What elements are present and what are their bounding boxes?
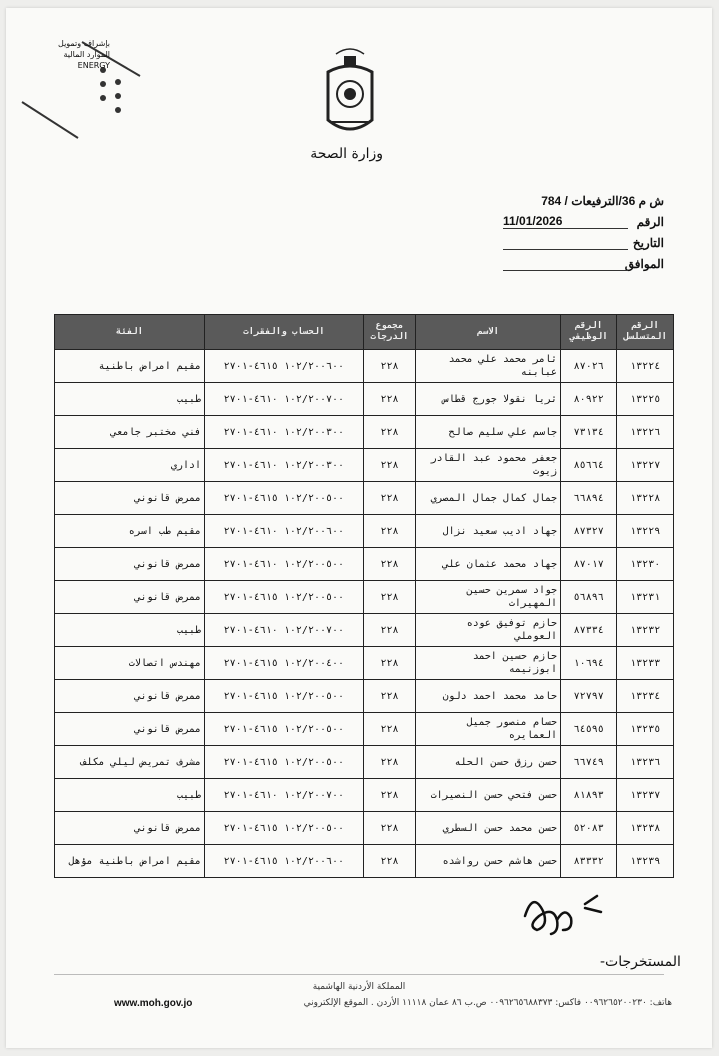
- cell-seq: ١٣٢٢٥: [617, 383, 674, 416]
- cell-account: ١٠٢/٢٠٠٥٠٠ ٤٦١٥-٢٧٠١: [205, 713, 364, 746]
- cell-account: ١٠٢/٢٠٠٣٠٠ ٤٦١٠-٢٧٠١: [205, 416, 364, 449]
- cell-name: ثريا نقولا جورج قطاس: [416, 383, 561, 416]
- cell-category: طبيب: [55, 614, 205, 647]
- table-row: [55, 548, 674, 581]
- cell-total: ٢٢٨: [363, 845, 416, 878]
- table-row: [55, 581, 674, 614]
- cell-total: ٢٢٨: [363, 581, 416, 614]
- date-line: [503, 235, 628, 250]
- cell-seq: ١٣٢٢٧: [617, 449, 674, 482]
- corner-text-line: بإشراف وتمويل: [58, 39, 110, 48]
- cell-account: ١٠٢/٢٠٠٥٠٠ ٤٦١٥-٢٧٠١: [205, 482, 364, 515]
- table-row: [55, 845, 674, 878]
- cell-total: ٢٢٨: [363, 713, 416, 746]
- cell-category: طبيب: [55, 383, 205, 416]
- cell-account: ١٠٢/٢٠٠٧٠٠ ٤٦١٠-٢٧٠١: [205, 383, 364, 416]
- cell-category: ممرض قانوني: [55, 713, 205, 746]
- cell-category: مهندس اتصالات: [55, 647, 205, 680]
- header-total: مجموع الدرجات: [363, 315, 416, 350]
- table-header-row: [55, 315, 674, 350]
- cell-name: حازم توفيق عوده العوملي: [416, 614, 561, 647]
- cell-total: ٢٢٨: [363, 515, 416, 548]
- cell-employee-id: ٧٣١٣٤: [561, 416, 617, 449]
- corner-text-line: ENERGY: [77, 61, 110, 70]
- cell-name: حسام منصور جميل العمايره: [416, 713, 561, 746]
- table-row: [55, 482, 674, 515]
- cell-seq: ١٣٢٣٥: [617, 713, 674, 746]
- agree-label: الموافق: [624, 257, 664, 271]
- promotions-table: [54, 314, 674, 878]
- cell-account: ١٠٢/٢٠٠٦٠٠ ٤٦١٠-٢٧٠١: [205, 515, 364, 548]
- cell-employee-id: ٥٢٠٨٣: [561, 812, 617, 845]
- cell-total: ٢٢٨: [363, 350, 416, 383]
- cell-category: ممرض قانوني: [55, 482, 205, 515]
- cell-employee-id: ٨٧٣٢٧: [561, 515, 617, 548]
- cell-employee-id: ٨٥٦٦٤: [561, 449, 617, 482]
- table-row: [55, 449, 674, 482]
- cell-total: ٢٢٨: [363, 680, 416, 713]
- cell-total: ٢٢٨: [363, 779, 416, 812]
- cell-seq: ١٣٢٣٤: [617, 680, 674, 713]
- table-row: [55, 746, 674, 779]
- cell-account: ١٠٢/٢٠٠٥٠٠ ٤٦١٥-٢٧٠١: [205, 812, 364, 845]
- header-employee-id: الرقم الوظيفي: [561, 315, 617, 350]
- cell-category: فني مختبر جامعي: [55, 416, 205, 449]
- cell-account: ١٠٢/٢٠٠٧٠٠ ٤٦١٠-٢٧٠١: [205, 779, 364, 812]
- cell-account: ١٠٢/٢٠٠٧٠٠ ٤٦١٠-٢٧٠١: [205, 614, 364, 647]
- table-row: [55, 779, 674, 812]
- header-name: الاسم: [416, 315, 561, 350]
- ref-label: الرقم: [636, 215, 664, 229]
- cell-account: ١٠٢/٢٠٠٥٠٠ ٤٦١٥-٢٧٠١: [205, 581, 364, 614]
- cell-account: ١٠٢/٢٠٠٥٠٠ ٤٦١٠-٢٧٠١: [205, 548, 364, 581]
- cell-employee-id: ٦٦٨٩٤: [561, 482, 617, 515]
- ministry-name: وزارة الصحة: [310, 146, 383, 162]
- cell-category: مقيم طب اسره: [55, 515, 205, 548]
- cell-seq: ١٣٢٣٠: [617, 548, 674, 581]
- footer-country: المملكة الأردنية الهاشمية: [312, 982, 406, 992]
- date-row: [503, 235, 664, 250]
- footer-divider: [54, 974, 664, 975]
- table-row: [55, 416, 674, 449]
- ministry-crest: [310, 42, 383, 174]
- cell-account: ١٠٢/٢٠٠٤٠٠ ٤٦١٥-٢٧٠١: [205, 647, 364, 680]
- header-category: الفئة: [55, 315, 205, 350]
- header-seq: الرقم المتسلسل: [617, 315, 674, 350]
- cell-total: ٢٢٨: [363, 746, 416, 779]
- signature: [513, 886, 613, 946]
- cell-seq: ١٣٢٣٧: [617, 779, 674, 812]
- cell-name: حسن محمد حسن السطري: [416, 812, 561, 845]
- footer-website-link[interactable]: www.moh.gov.jo: [114, 998, 193, 1009]
- cell-name: حسن هاشم حسن رواشده: [416, 845, 561, 878]
- table-row: [55, 647, 674, 680]
- corner-text-line: الموارد المالية: [63, 50, 110, 59]
- table-row: [55, 680, 674, 713]
- cell-total: ٢٢٨: [363, 647, 416, 680]
- cell-employee-id: ٧٢٧٩٧: [561, 680, 617, 713]
- cell-name: ثامر محمد علي محمد عبابنه: [416, 350, 561, 383]
- cell-account: ١٠٢/٢٠٠٥٠٠ ٤٦١٥-٢٧٠١: [205, 680, 364, 713]
- cell-account: ١٠٢/٢٠٠٦٠٠ ٤٦١٥-٢٧٠١: [205, 350, 364, 383]
- cell-employee-id: ٨٣٣٣٢: [561, 845, 617, 878]
- cell-name: جاسم علي سليم صالح: [416, 416, 561, 449]
- header-account: الحساب والفقرات: [205, 315, 364, 350]
- date-label: التاريخ: [632, 236, 664, 250]
- cell-seq: ١٣٢٣٦: [617, 746, 674, 779]
- cell-total: ٢٢٨: [363, 548, 416, 581]
- cell-seq: ١٣٢٢٦: [617, 416, 674, 449]
- cell-category: مقيم امراض باطنية مؤهل: [55, 845, 205, 878]
- cell-employee-id: ٨٧٠٢٦: [561, 350, 617, 383]
- ref-date-value: 11/01/2026: [503, 214, 628, 229]
- cell-name: حامد محمد احمد دلون: [416, 680, 561, 713]
- reference-number: ش م 36/الترفيعات / 784: [541, 194, 664, 208]
- cell-category: طبيب: [55, 779, 205, 812]
- cell-seq: ١٣٢٣٩: [617, 845, 674, 878]
- footer-contact: هاتف: ٠٠٩٦٢٦٥٢٠٠٢٣٠ فاكس: ٠٠٩٦٢٦٥٦٨٨٣٧٣ ص.ب ٨٦ عمان ١١١١٨ الأردن . الموقع الإلكتروني: [303, 998, 672, 1008]
- cell-category: ممرض قانوني: [55, 581, 205, 614]
- cell-employee-id: ٦٤٥٩٥: [561, 713, 617, 746]
- cell-employee-id: ٨٠٩٢٢: [561, 383, 617, 416]
- closing-text: المستخرجات-: [600, 954, 681, 970]
- document-page: [6, 8, 712, 1048]
- table-row: [55, 614, 674, 647]
- cell-employee-id: ٦٦٧٤٩: [561, 746, 617, 779]
- cell-seq: ١٣٢٣٢: [617, 614, 674, 647]
- cell-category: اداري: [55, 449, 205, 482]
- cell-category: مقيم امراض باطنية: [55, 350, 205, 383]
- table-row: [55, 713, 674, 746]
- table-row: [55, 350, 674, 383]
- cell-total: ٢٢٨: [363, 614, 416, 647]
- cell-category: مشرف تمريض ليلي مكلف: [55, 746, 205, 779]
- cell-category: ممرض قانوني: [55, 812, 205, 845]
- cell-account: ١٠٢/٢٠٠٣٠٠ ٤٦١٠-٢٧٠١: [205, 449, 364, 482]
- cell-total: ٢٢٨: [363, 812, 416, 845]
- cell-seq: ١٣٢٣٣: [617, 647, 674, 680]
- cell-total: ٢٢٨: [363, 416, 416, 449]
- table-row: [55, 515, 674, 548]
- table-row: [55, 812, 674, 845]
- cell-employee-id: ٥٦٨٩٦: [561, 581, 617, 614]
- reference-block: [503, 194, 664, 271]
- cell-name: جمال كمال جمال المصري: [416, 482, 561, 515]
- corner-logo-text: [36, 38, 110, 71]
- cell-category: ممرض قانوني: [55, 548, 205, 581]
- cell-total: ٢٢٨: [363, 449, 416, 482]
- cell-seq: ١٣٢٣٨: [617, 812, 674, 845]
- cell-employee-id: ٨٧٣٣٤: [561, 614, 617, 647]
- cell-employee-id: ٨٧٠١٧: [561, 548, 617, 581]
- cell-name: جهاد محمد عثمان علي: [416, 548, 561, 581]
- cell-category: ممرض قانوني: [55, 680, 205, 713]
- cell-name: جواد سمرين حسين المهيرات: [416, 581, 561, 614]
- cell-account: ١٠٢/٢٠٠٥٠٠ ٤٦١٥-٢٧٠١: [205, 746, 364, 779]
- cell-seq: ١٣٢٢٨: [617, 482, 674, 515]
- cell-account: ١٠٢/٢٠٠٦٠٠ ٤٦١٥-٢٧٠١: [205, 845, 364, 878]
- cell-employee-id: ٨١٨٩٣: [561, 779, 617, 812]
- agree-line: [503, 256, 628, 271]
- ref-row: [503, 214, 664, 229]
- cell-name: حسن فتحي حسن النصيرات: [416, 779, 561, 812]
- cell-name: جعفر محمود عبد القادر زيوت: [416, 449, 561, 482]
- cell-name: جهاد اديب سعيد نزال: [416, 515, 561, 548]
- cell-seq: ١٣٢٣١: [617, 581, 674, 614]
- cell-seq: ١٣٢٢٩: [617, 515, 674, 548]
- cell-employee-id: ١٠٦٩٤: [561, 647, 617, 680]
- crest-emblem-icon: [322, 42, 378, 142]
- cell-name: حسن رزق حسن الحله: [416, 746, 561, 779]
- cell-seq: ١٣٢٢٤: [617, 350, 674, 383]
- cell-name: حازم حسين احمد ابوزنيمه: [416, 647, 561, 680]
- table-row: [55, 383, 674, 416]
- agree-row: [503, 256, 664, 271]
- cell-total: ٢٢٨: [363, 383, 416, 416]
- cell-total: ٢٢٨: [363, 482, 416, 515]
